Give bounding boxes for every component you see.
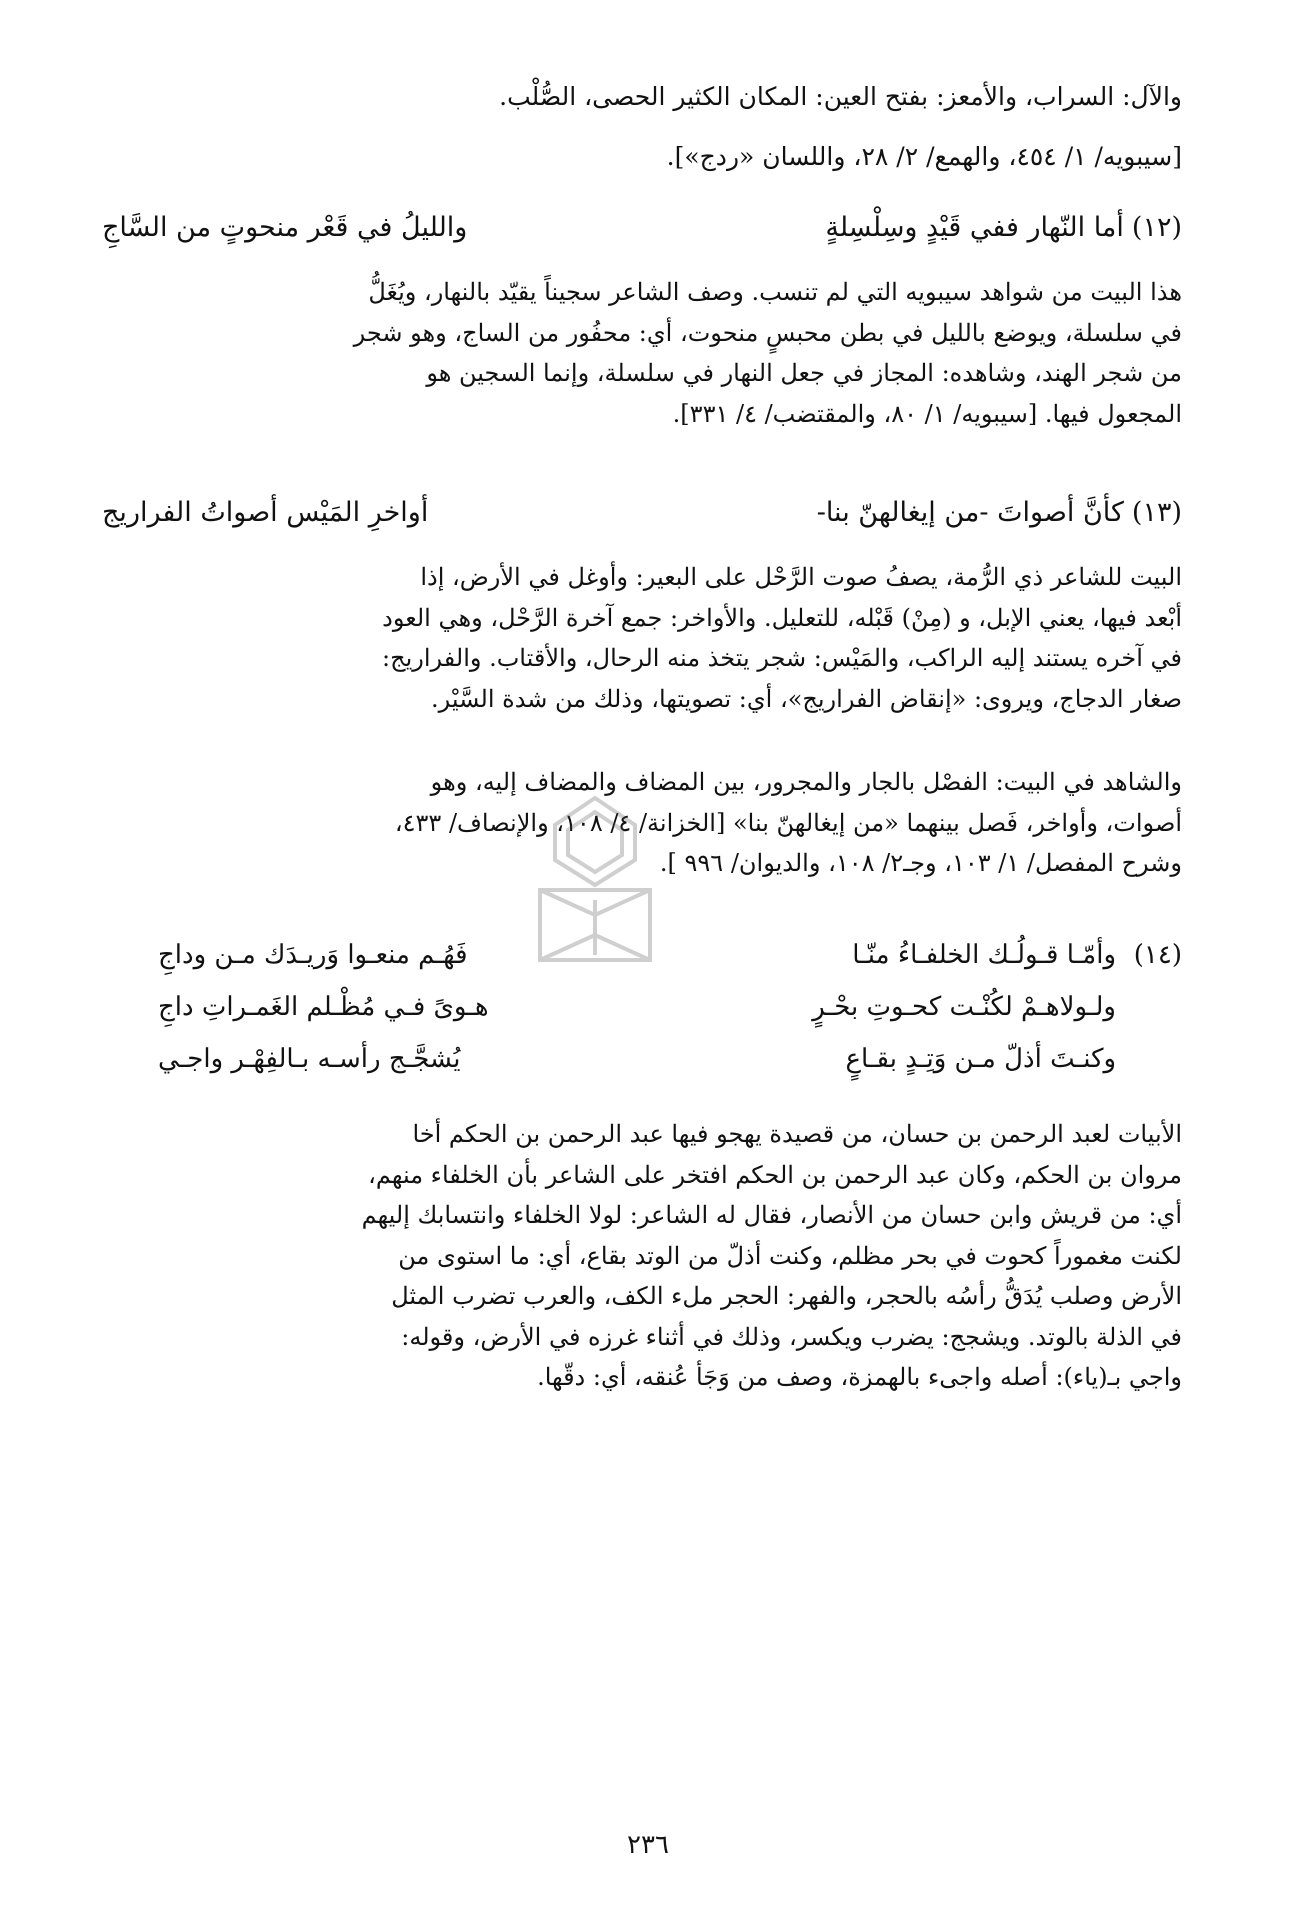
commentary-12 — [102, 272, 1182, 434]
verse-number: (١٢) — [1131, 211, 1182, 243]
stanza-line-1-first — [852, 930, 1116, 980]
prose-line: في الذلة بالوتد. ويشجج: يضرب ويكسر، وذلك في أثناء غرزه في الأرض، وقوله: — [401, 1322, 1182, 1351]
verse-second-hemistich: والليلُ في قَعْر منحوتٍ من السَّاجِ — [102, 211, 468, 243]
top-gloss — [102, 78, 1182, 116]
prose-line: صغار الدجاج، ويروى: «إنقاض الفراريج»، أي: تصويتها، وذلك من شدة السَّيْر. — [430, 684, 1182, 713]
prose-line: لكنت مغموراً كحوت في بحر مظلم، وكنت أذلّ من الوتد بقاع، أي: ما استوى من — [398, 1241, 1182, 1270]
verse-first-hemistich: وكنـتَ أذلّ مـن وَتِـدٍ بقـاعٍ — [845, 1044, 1116, 1074]
verse-first-hemistich: كأنَّ أصواتَ -من إيغالهنّ بنا- — [816, 496, 1124, 528]
prose-line: واجي بـ(ياء): أصله واجىء بالهمزة، وصف من وَجَأ عُنقه، أي: دقّها. — [537, 1363, 1182, 1391]
verse-second-hemistich: فَهُـم منعـوا وَريـدَك مـن وداجِ — [158, 940, 468, 970]
prose-line: المجعول فيها. [سيبويه/ ١/ ٨٠، والمقتضب/ ٤/ ٣٣١]. — [672, 399, 1182, 428]
verse-12 — [102, 202, 1182, 252]
prose-line: الأرض وصلب يُدَقُّ رأسُه بالحجر، والفهر: الحجر ملء الكف، والعرب تضرب المثل — [391, 1282, 1182, 1310]
top-reference — [102, 138, 1182, 176]
prose-line: هذا البيت من شواهد سيبويه التي لم تنسب. وصف الشاعر سجيناً يقيّد بالنهار، ويُغَلُّ — [368, 278, 1182, 306]
prose-line: من شجر الهند، وشاهده: المجاز في جعل النهار في سلسلة، وإنما السجين هو — [426, 359, 1182, 387]
commentary-13a — [102, 557, 1182, 719]
verse-number: (١٣) — [1131, 496, 1182, 528]
prose-line: في آخره يستند إليه الراكب، والمَيْس: شجر يتخذ منه الرحال، والأقتاب. والفراريج: — [381, 644, 1182, 672]
prose-line: في سلسلة، ويوضع بالليل في بطن محبسٍ منحوت، أي: محفُور من الساج، وهو شجر — [353, 318, 1182, 347]
prose-line: مروان بن الحكم، وكان عبد الرحمن بن الحكم افتخر على الشاعر بأن الخلفاء منهم، — [368, 1160, 1182, 1189]
stanza-line-3-second — [158, 1034, 460, 1084]
stanza-line-2-first — [812, 982, 1116, 1032]
prose-line: أصوات، وأواخر، فَصل بينهما «من إيغالهنّ بنا» [الخزانة/ ٤/ ١٠٨، والإنصاف/ ٤٣٣، — [394, 808, 1182, 837]
reference-line: [سيبويه/ ١/ ٤٥٤، والهمع/ ٢/ ٢٨، واللسان «ردج»]. — [666, 142, 1182, 171]
gloss-line: والآل: السراب، والأمعز: بفتح العين: المكان الكثير الحصى، الصُّلْب. — [499, 82, 1182, 111]
stanza-line-2-second — [158, 982, 489, 1032]
prose-line: الأبيات لعبد الرحمن بن حسان، من قصيدة يهجو فيها عبد الرحمن بن الحكم أخا — [412, 1120, 1182, 1148]
prose-line: وشرح المفصل/ ١/ ١٠٣، وجـ٢/ ١٠٨، والديوان/ ٩٩٦ ]. — [659, 849, 1182, 877]
verse-first-hemistich: ولـولاهـمْ لكُنْـت كحـوتِ بحْـرٍ — [812, 992, 1116, 1022]
verse-13 — [102, 487, 1182, 537]
verse-second-hemistich: هـوىً فـي مُظْـلم الغَمـراتِ داجِ — [158, 992, 489, 1022]
verse-second-hemistich: أواخرِ المَيْس أصواتُ الفراريج — [102, 496, 429, 528]
verse-number: (١٤) — [1133, 940, 1182, 970]
verse-number-14 — [1134, 930, 1182, 980]
verse-first-hemistich: أما النّهار ففي قَيْدٍ وسِلْسِلةٍ — [825, 211, 1124, 243]
page-number: ٢٣٦ — [627, 1830, 669, 1860]
prose-line: أي: من قريش وابن حسان من الأنصار، فقال له الشاعر: لولا الخلفاء وانتسابك إليهم — [361, 1201, 1182, 1229]
prose-line: البيت للشاعر ذي الرُّمة، يصفُ صوت الرَّحْل على البعير: وأوغل في الأرض، إذا — [420, 563, 1182, 591]
library-seal-watermark — [510, 790, 680, 990]
verse-first-hemistich: وأمّـا قـولُـك الخلفـاءُ منّـا — [852, 940, 1116, 970]
stanza-line-3-first — [845, 1034, 1116, 1084]
commentary-14 — [102, 1114, 1182, 1398]
prose-line: أبْعد فيها، يعني الإبل، و (مِنْ) قَبْله، للتعليل. والأواخر: جمع آخرة الرَّحْل، وهي العود — [382, 603, 1182, 632]
stanza-line-1-second — [158, 930, 468, 980]
prose-line: والشاهد في البيت: الفصْل بالجار والمجرور، بين المضاف والمضاف إليه، وهو — [430, 768, 1182, 796]
verse-second-hemistich: يُشجَّـج رأسـه بـالفِهْـر واجـي — [158, 1044, 461, 1074]
